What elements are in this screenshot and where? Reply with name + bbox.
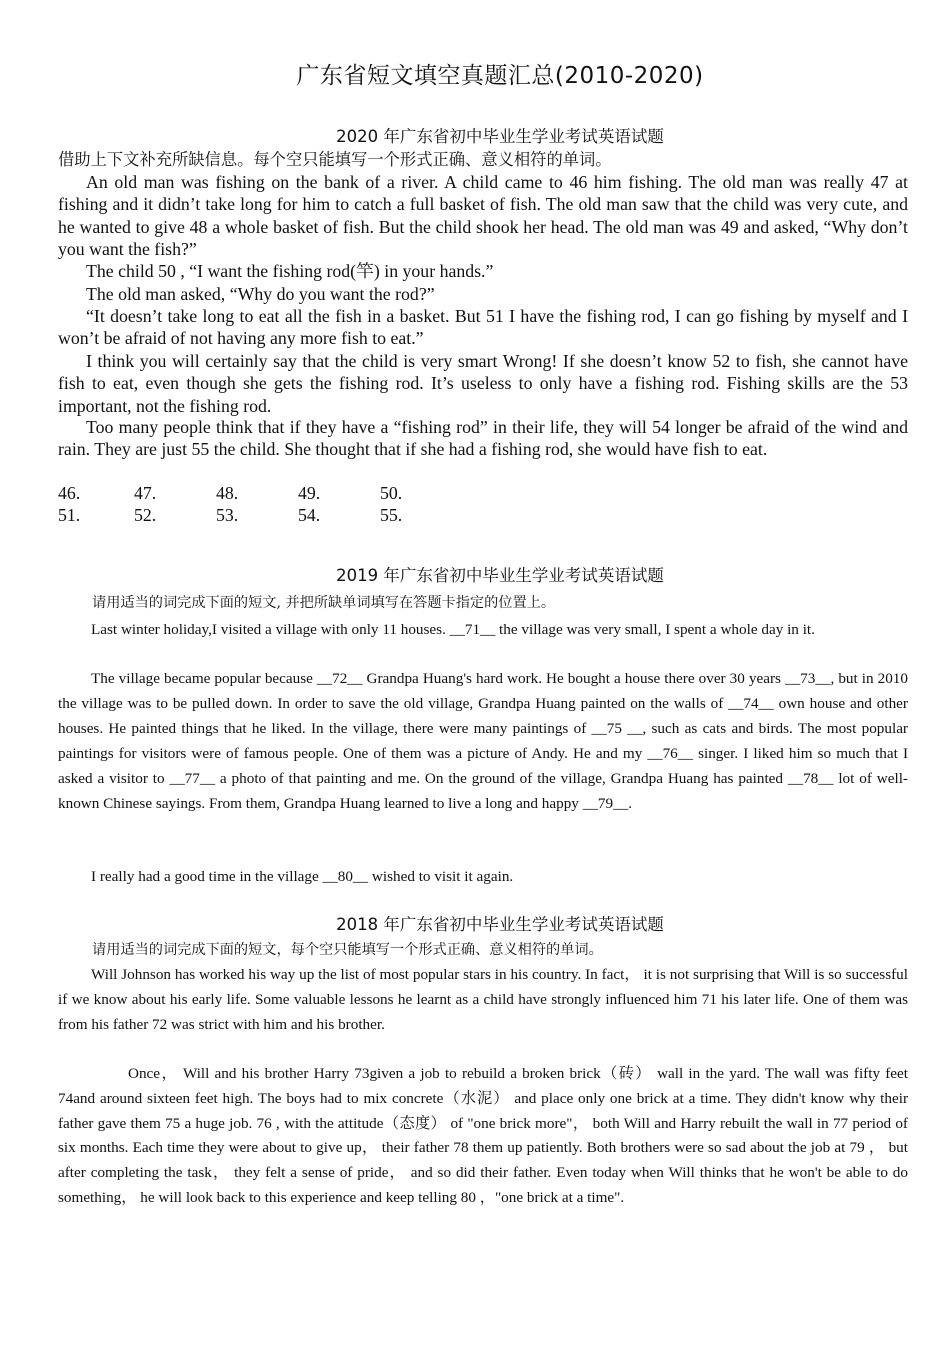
section-2020-paragraph-2: The child 50 , “I want the fishing rod(竿) in your hands.” [86,261,494,281]
answer-label: 53. [216,505,239,525]
answer-label: 48. [216,483,239,503]
section-2019-paragraph-2: The village became popular because __72__ Grandpa Huang's hard work. He bought a house there over 30 years __73__, but in 2010 the village was to be pulled down. In order to save the old village, Grandpa Huang painted on the walls of __74__ own house and other houses. He painted things that he liked. In the village, there were many paintings of __75 __, such as cats and birds. The most popular paintings for visitors were of famous people. One of them was a picture of Andy. He and my __76__ singer. I liked him so much that I asked a visitor to __77__ a photo of that painting and me. On the ground of the village, Grandpa Huang has painted __78__ lot of well-known Chinese sayings. From them, Grandpa Huang learned to live a long and happy __79__. [58,670,908,812]
answer-label: 47. [134,483,157,503]
document-title: 广东省短文填空真题汇总(2010-2020) [296,63,704,89]
answer-label: 54. [298,505,321,525]
section-2019-title: 2019 年广东省初中毕业生学业考试英语试题 [336,566,664,585]
section-2020-paragraph-6: Too many people think that if they have a “fishing rod” in their life, they will 54 longer be afraid of the wind and rain. They are just 55 the child. She thought that if she had a fishing rod, she would have fish to eat. [58,417,908,460]
answer-label: 55. [380,505,403,525]
section-2020-paragraph-5: I think you will certainly say that the child is very smart Wrong! If she doesn’t know 52 to fish, she cannot have fish to eat, even though she gets the fishing rod. It’s useless to only have a fishing rod. Fishing skills are the 53 important, not the fishing rod. [58,351,908,416]
answer-label: 50. [380,483,403,503]
answer-label: 49. [298,483,321,503]
section-2020-paragraph-1: An old man was fishing on the bank of a river. A child came to 46 him fishing. The old man was really 47 at fishing and it didn’t take long for him to catch a full basket of fish. The old man saw that the child was very cute, and he wanted to give 48 a whole basket of fish. But the child shook her head. The old man was 49 and asked, “Why don’t you want the fish?” [58,172,908,259]
section-2018-instruction: 请用适当的词完成下面的短文，每个空只能填写一个形式正确、意义相符的单词。 [92,942,603,958]
section-2018-paragraph-2: Once， Will and his brother Harry 73given a job to rebuild a broken brick（砖） wall in the yard. The wall was fifty feet 74and around sixteen feet high. The boys had to mix concrete（水泥） and place only one brick at a time. They didn't know why their father gave them 75 a huge job. 76 , with the attitude（态度） of "one brick more"， both Will and Harry rebuilt the wall in 77 period of six months. Each time they were about to give up， their father 78 them up patiently. Both brothers were so sad about the job at 79 ， but after completing the task， they felt a sense of pride， and so did their father. Even today when Will thinks that he won't be able to do something， he will look back to this experience and keep telling 80 ，"one brick at a time". [58,1065,908,1206]
answer-label: 46. [58,483,81,503]
section-2020-instruction: 借助上下文补充所缺信息。每个空只能填写一个形式正确、意义相符的单词。 [58,150,612,169]
section-2018-title: 2018 年广东省初中毕业生学业考试英语试题 [336,915,664,934]
section-2020-paragraph-4: “It doesn’t take long to eat all the fish in a basket. But 51 I have the fishing rod, I can go fishing by myself and I won’t be afraid of not having any more fish to eat.” [58,306,908,349]
section-2019-instruction: 请用适当的词完成下面的短文, 并把所缺单词填写在答题卡指定的位置上。 [92,595,556,611]
section-2019-paragraph-3: I really had a good time in the village __80__ wished to visit it again. [91,868,514,885]
section-2020-title: 2020 年广东省初中毕业生学业考试英语试题 [336,127,664,146]
section-2020-paragraph-3: The old man asked, “Why do you want the rod?” [86,284,435,304]
answer-label: 52. [134,505,157,525]
answer-label: 51. [58,505,81,525]
section-2019-paragraph-1: Last winter holiday,I visited a village with only 11 houses. __71__ the village was very small, I spent a whole day in it. [91,621,815,638]
section-2018-paragraph-1: Will Johnson has worked his way up the list of most popular stars in his country. In fact， it is not surprising that Will is so successful if we know about his early life. Some valuable lessons he learnt as a child have strongly influenced him 71 his later life. One of them was from his father 72 was strict with him and his brother. [58,966,908,1033]
